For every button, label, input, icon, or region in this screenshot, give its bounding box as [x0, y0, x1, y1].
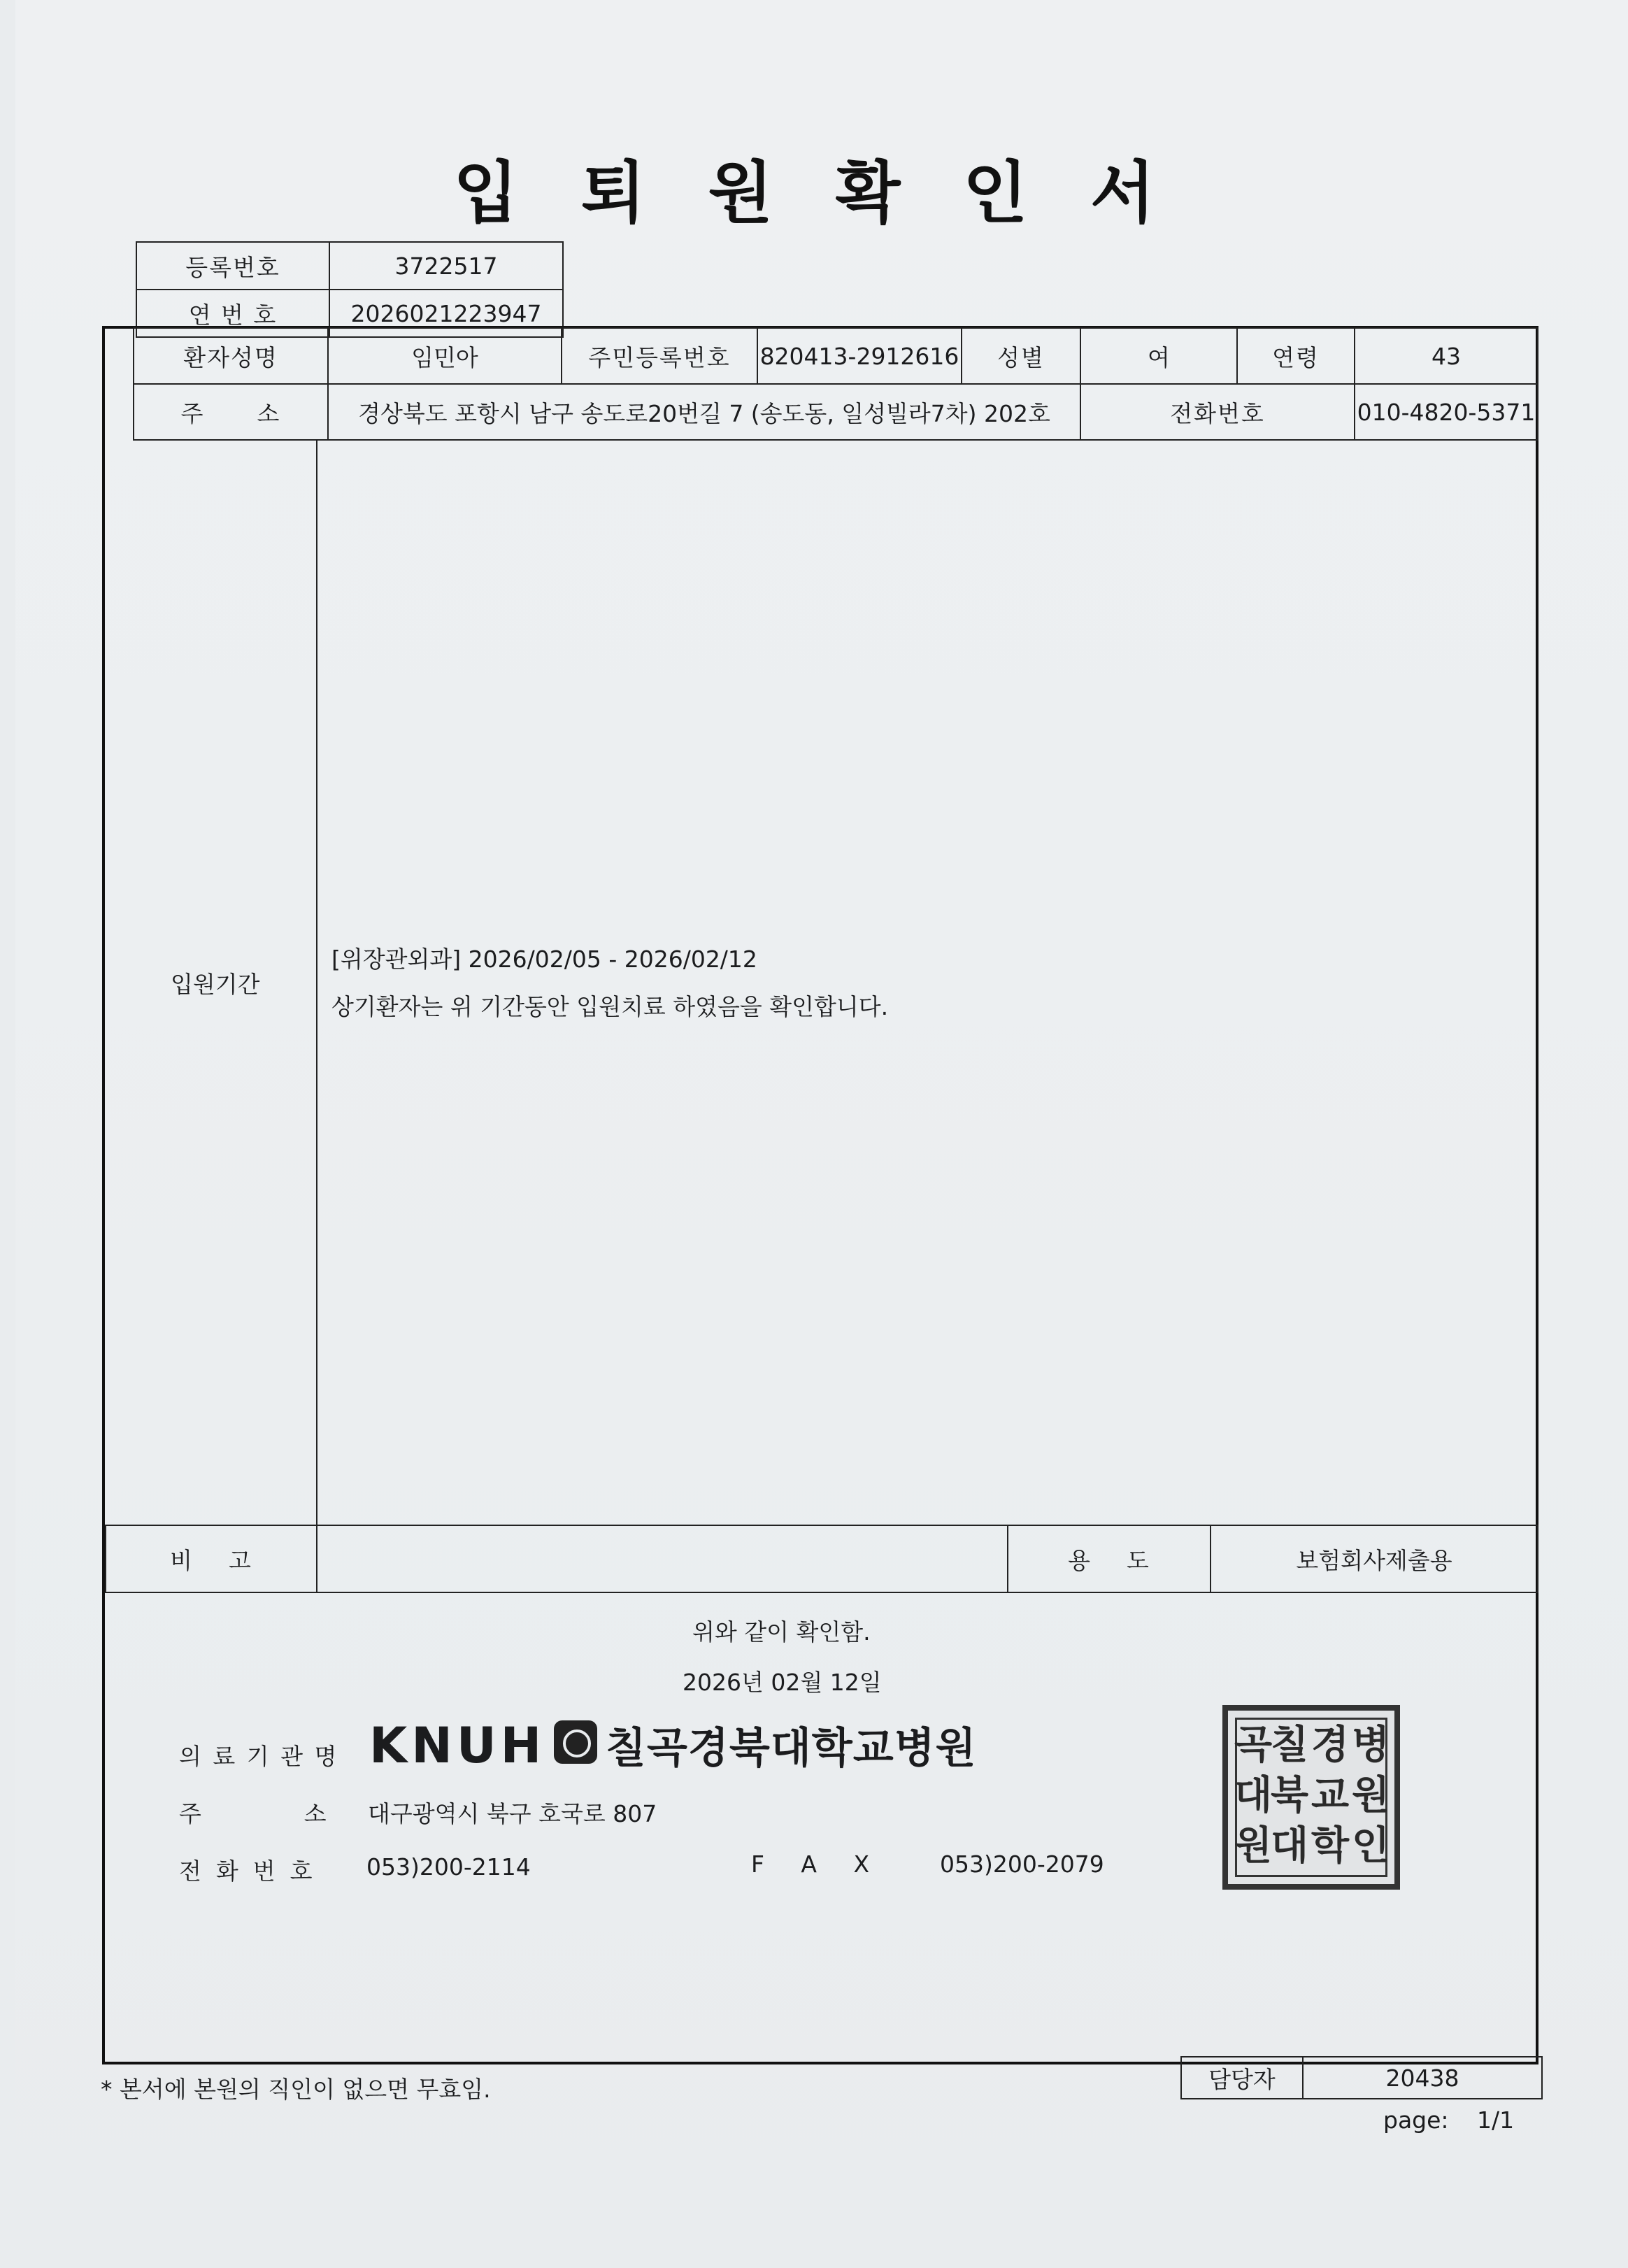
admission-label: 입원기간	[171, 971, 260, 998]
reg-no-label: 등록번호	[136, 242, 329, 290]
hospital-emblem-icon	[554, 1720, 597, 1764]
institution-phone-label: 전 화 번 호	[179, 1857, 313, 1885]
admission-statement: 상기환자는 위 기간동안 입원치료 하였음을 확인합니다.	[331, 993, 889, 1020]
official-seal: 병 원 인 경 교 학 칠 북 대 곡 대 원	[1222, 1705, 1400, 1890]
page-label: page:	[1383, 2106, 1449, 2134]
institution-address-label: 주 소	[179, 1800, 327, 1827]
remarks-table	[105, 1525, 1538, 1593]
patient-table	[133, 327, 1538, 441]
remarks-value	[317, 1525, 1008, 1592]
age-value: 43	[1355, 328, 1538, 384]
purpose-label: 용 도	[1008, 1525, 1211, 1592]
age-label: 연령	[1237, 328, 1355, 384]
serial-label: 연 번 호	[136, 290, 329, 337]
page-number: 1/1	[1477, 2106, 1515, 2134]
hospital-name: 칠곡경북대학교병원	[606, 1724, 977, 1773]
patient-phone: 010-4820-5371	[1355, 384, 1538, 440]
remarks-label: 비 고	[106, 1525, 317, 1592]
patient-name-label: 환자성명	[134, 328, 328, 384]
sex-label: 성별	[962, 328, 1080, 384]
staff-label: 담당자	[1181, 2057, 1303, 2099]
reg-no-value: 3722517	[329, 242, 563, 290]
institution-phone: 053)200-2114	[366, 1853, 531, 1881]
rrn-value: 820413-2912616	[757, 328, 962, 384]
document-title: 입 퇴 원 확 인 서	[453, 154, 1175, 232]
institution-name-label: 의 료 기 관 명	[179, 1743, 339, 1770]
staff-id: 20438	[1303, 2057, 1542, 2099]
staff-table	[1180, 2056, 1543, 2099]
knuh-logo-text: KNUH	[369, 1717, 546, 1774]
registration-table	[136, 241, 564, 338]
rrn-label: 주민등록번호	[562, 328, 757, 384]
address-label: 주 소	[134, 384, 328, 440]
validity-note: * 본서에 본원의 직인이 없으면 무효임.	[101, 2076, 491, 2103]
patient-name: 임민아	[328, 328, 562, 384]
serial-value: 2026021223947	[329, 290, 563, 337]
admission-divider	[316, 441, 317, 1526]
confirmation-statement: 위와 같이 확인함.	[692, 1618, 871, 1646]
fax-label: F A X	[751, 1850, 870, 1878]
confirmation-date: 2026년 02월 12일	[683, 1669, 882, 1696]
fax-value: 053)200-2079	[940, 1850, 1104, 1878]
admission-period: [위장관외과] 2026/02/05 - 2026/02/12	[331, 946, 757, 973]
sex-value: 여	[1080, 328, 1237, 384]
purpose-value: 보험회사제출용	[1211, 1525, 1538, 1592]
phone-label: 전화번호	[1080, 384, 1355, 440]
patient-address: 경상북도 포항시 남구 송도로20번길 7 (송도동, 일성빌라7차) 202호	[328, 384, 1080, 440]
institution-address: 대구광역시 북구 호국로 807	[368, 1800, 657, 1827]
